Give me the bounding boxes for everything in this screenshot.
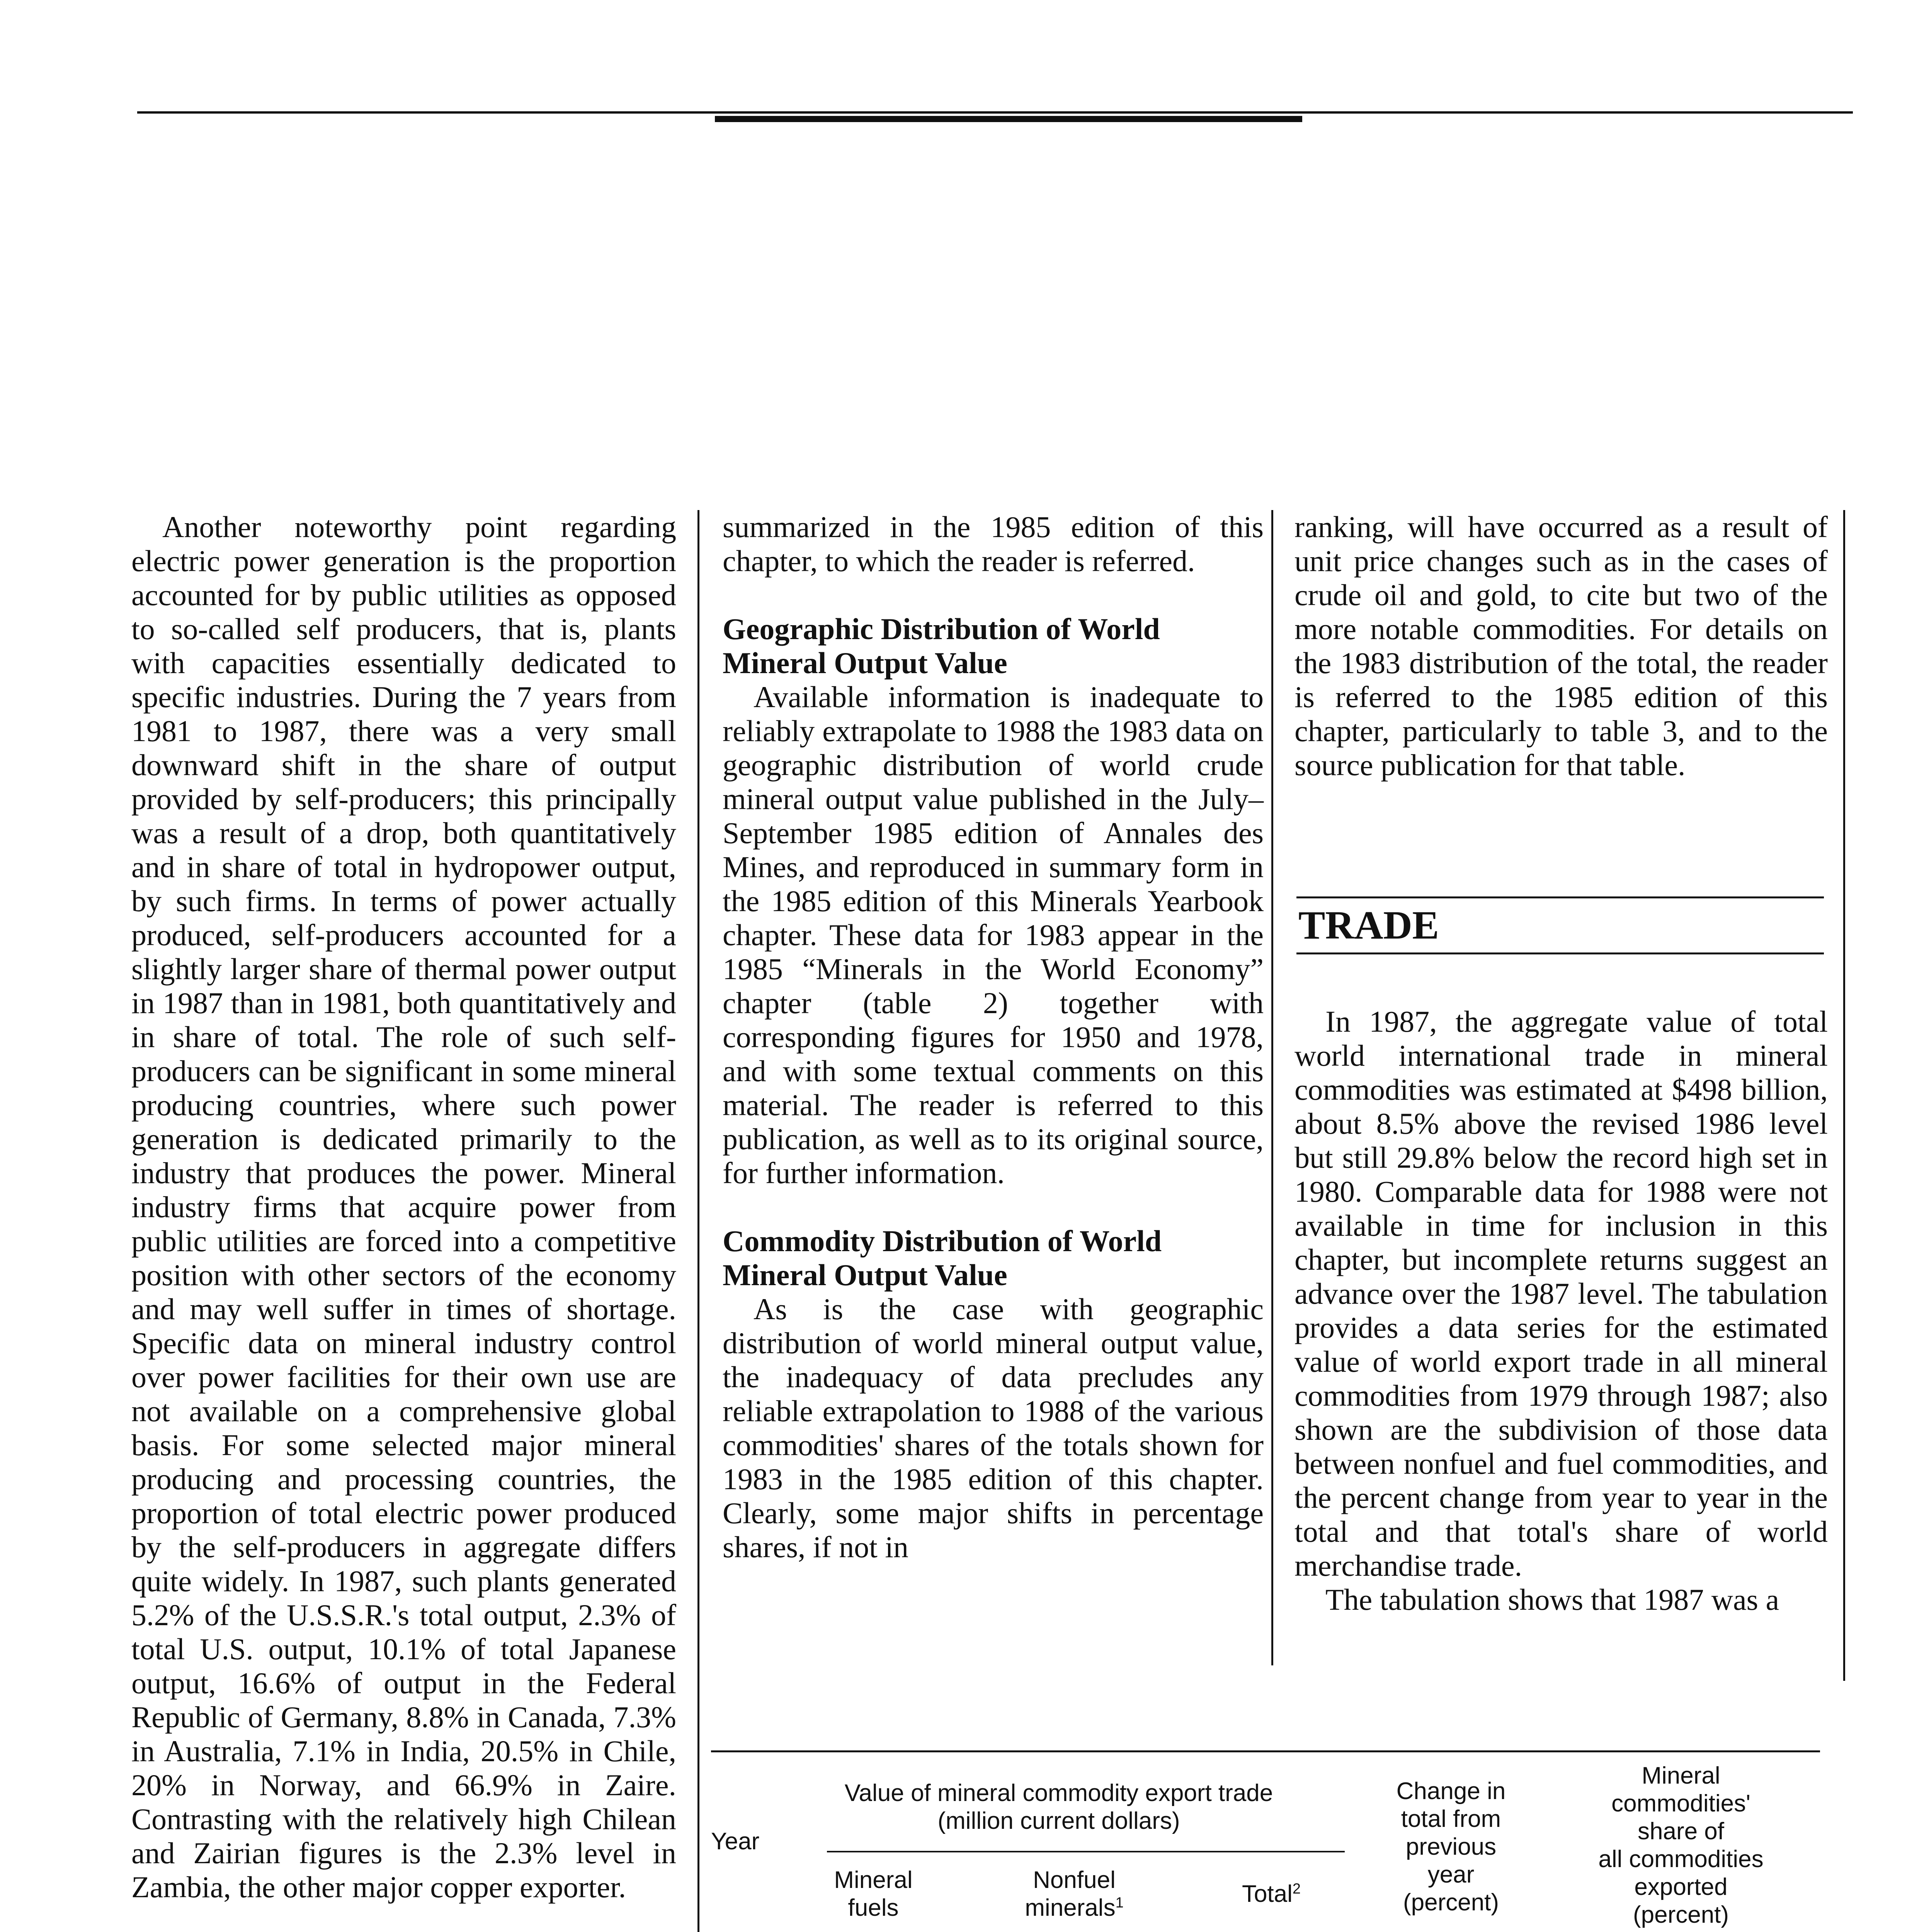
header-total [1190, 1880, 1352, 1908]
header-group-rule [827, 1851, 1345, 1852]
column-3 [1295, 510, 1828, 782]
header-text: (percent) [1403, 1889, 1499, 1916]
paragraph: summarized in the 1985 edition of this chapter, to which the reader is referred. [723, 510, 1264, 578]
column-3-trade [1295, 1005, 1828, 1617]
paragraph: ranking, will have occurred as a result of unit price changes such as in the cases of crude oil and gold, to cite but two of the more notable commodities. For details on the 1983 distribution of the total, the reader is referred to the 1985 edition of this chapter, particularly to table 3, and to the source publication for that table. [1295, 510, 1828, 782]
top-rule-accent [715, 116, 1302, 122]
header-text: Total [1242, 1881, 1293, 1907]
header-text: Change in [1396, 1778, 1506, 1804]
header-change [1368, 1777, 1534, 1917]
column-divider [697, 510, 699, 1932]
top-rule [137, 111, 1853, 114]
footnote-marker: 1 [1115, 1895, 1124, 1911]
column-2 [723, 510, 1264, 1564]
trade-rule-bottom [1296, 952, 1824, 954]
trade-rule-top [1296, 896, 1824, 898]
header-group-line: Value of mineral commodity export trade [844, 1780, 1273, 1806]
footnote-marker: 2 [1292, 1881, 1301, 1897]
header-text: fuels [848, 1895, 899, 1921]
header-nonfuel [982, 1866, 1167, 1922]
header-text: Mineral [1642, 1762, 1720, 1789]
column-divider [1843, 510, 1845, 1681]
header-text: previous [1405, 1833, 1497, 1860]
header-text: Mineral [834, 1867, 913, 1893]
header-text: Nonfuel [1033, 1867, 1116, 1893]
header-text: (percent) [1633, 1901, 1729, 1928]
trade-heading: TRADE [1298, 903, 1439, 947]
column-1 [131, 510, 676, 1932]
header-group-line: (million current dollars) [937, 1808, 1180, 1834]
header-mineral-fuels [788, 1866, 958, 1922]
header-group [769, 1779, 1349, 1835]
section-heading: Commodity Distribution of World Mineral Output Value [723, 1224, 1162, 1292]
paragraph: In 1987, the aggregate value of total world international trade in mineral commodities was estimated at $498 billion, about 8.5% above the revised 1986 level but still 29.8% below the record high set in 1980. Comparable data for 1988 were not available in time for inclusion in this chapter, but incomplete returns suggest an advance over the 1987 level. The tabulation provides a data series for the estimated value of world export trade in all mineral commodities from 1979 through 1987; also shown are the subdivision of those data between nonfuel and fuel commodities, and the percent change from year to year in the total and that total's share of world merchandise trade. [1295, 1005, 1828, 1582]
paragraph: Available information is inadequate to reliably extrapolate to 1988 the 1983 data on geographic distribution of world crude mineral output value published in the July–September 1985 edition of Annales des Mines, and reproduced in summary form in the 1985 edition of this Minerals Yearbook chapter. These data for 1983 appear in the 1985 “Minerals in the World Economy” chapter (table 2) together with corresponding figures for 1950 and 1978, and with some textual comments on this material. The reader is referred to this publication, as well as to its original source, for further information. [723, 680, 1264, 1190]
header-text: year [1427, 1861, 1475, 1888]
paragraph: The tabulation shows that 1987 was a [1325, 1583, 1779, 1616]
header-text: share of [1637, 1818, 1725, 1845]
section-heading: Geographic Distribution of World Mineral Output Value [723, 612, 1160, 680]
table-rule [711, 1750, 1820, 1752]
header-text: exported [1634, 1874, 1728, 1900]
header-share [1550, 1762, 1812, 1929]
header-text: minerals [1025, 1895, 1116, 1921]
header-text: all commodities [1598, 1846, 1764, 1872]
header-text: commodities' [1611, 1790, 1750, 1817]
header-text: total from [1401, 1806, 1501, 1832]
header-year: Year [711, 1828, 760, 1855]
paragraph: Another noteworthy point regarding electric power generation is the proportion accounted for by public utilities as opposed to so-called self producers, that is, plants with capacities essentially dedicated to specific industries. During the 7 years from 1981 to 1987, there was a very small downward shift in the share of output provided by self-producers; this principally was a result of a drop, both quantitatively and in share of total in hydropower output, by such firms. In terms of power actually produced, self-producers accounted for a slightly larger share of thermal power output in 1987 than in 1981, both quantitatively and in share of total. The role of such self-producers can be significant in some mineral producing countries, where such power generation is dedicated primarily to the industry that produces the power. Mineral industry firms that acquire power from public utilities are forced into a competitive position with other sectors of the economy and may well suffer in times of shortage. Specific data on mineral industry control over power facilities for their own use are not available on a comprehensive global basis. For some selected major mineral producing and processing countries, the proportion of total electric power produced by the self-producers in aggregate differs quite widely. In 1987, such plants generated 5.2% of the U.S.S.R.'s total output, 2.3% of total U.S. output, 10.1% of total Japanese output, 16.6% of output in the Federal Republic of Germany, 8.8% in Canada, 7.3% in Australia, 7.1% in India, 20.5% in Chile, 20% in Norway, and 66.9% in Zaire. Contrasting with the relatively high Chilean and Zairian figures is the 2.3% level in Zambia, the other major copper exporter. [131, 510, 676, 1904]
column-divider [1271, 510, 1273, 1665]
paragraph: As is the case with geographic distribution of world mineral output value, the inadequacy of data precludes any reliable extrapolation to 1988 of the various commodities' shares of the totals shown for 1983 in the 1985 edition of this chapter. Clearly, some major shifts in percentage shares, if not in [723, 1292, 1264, 1564]
